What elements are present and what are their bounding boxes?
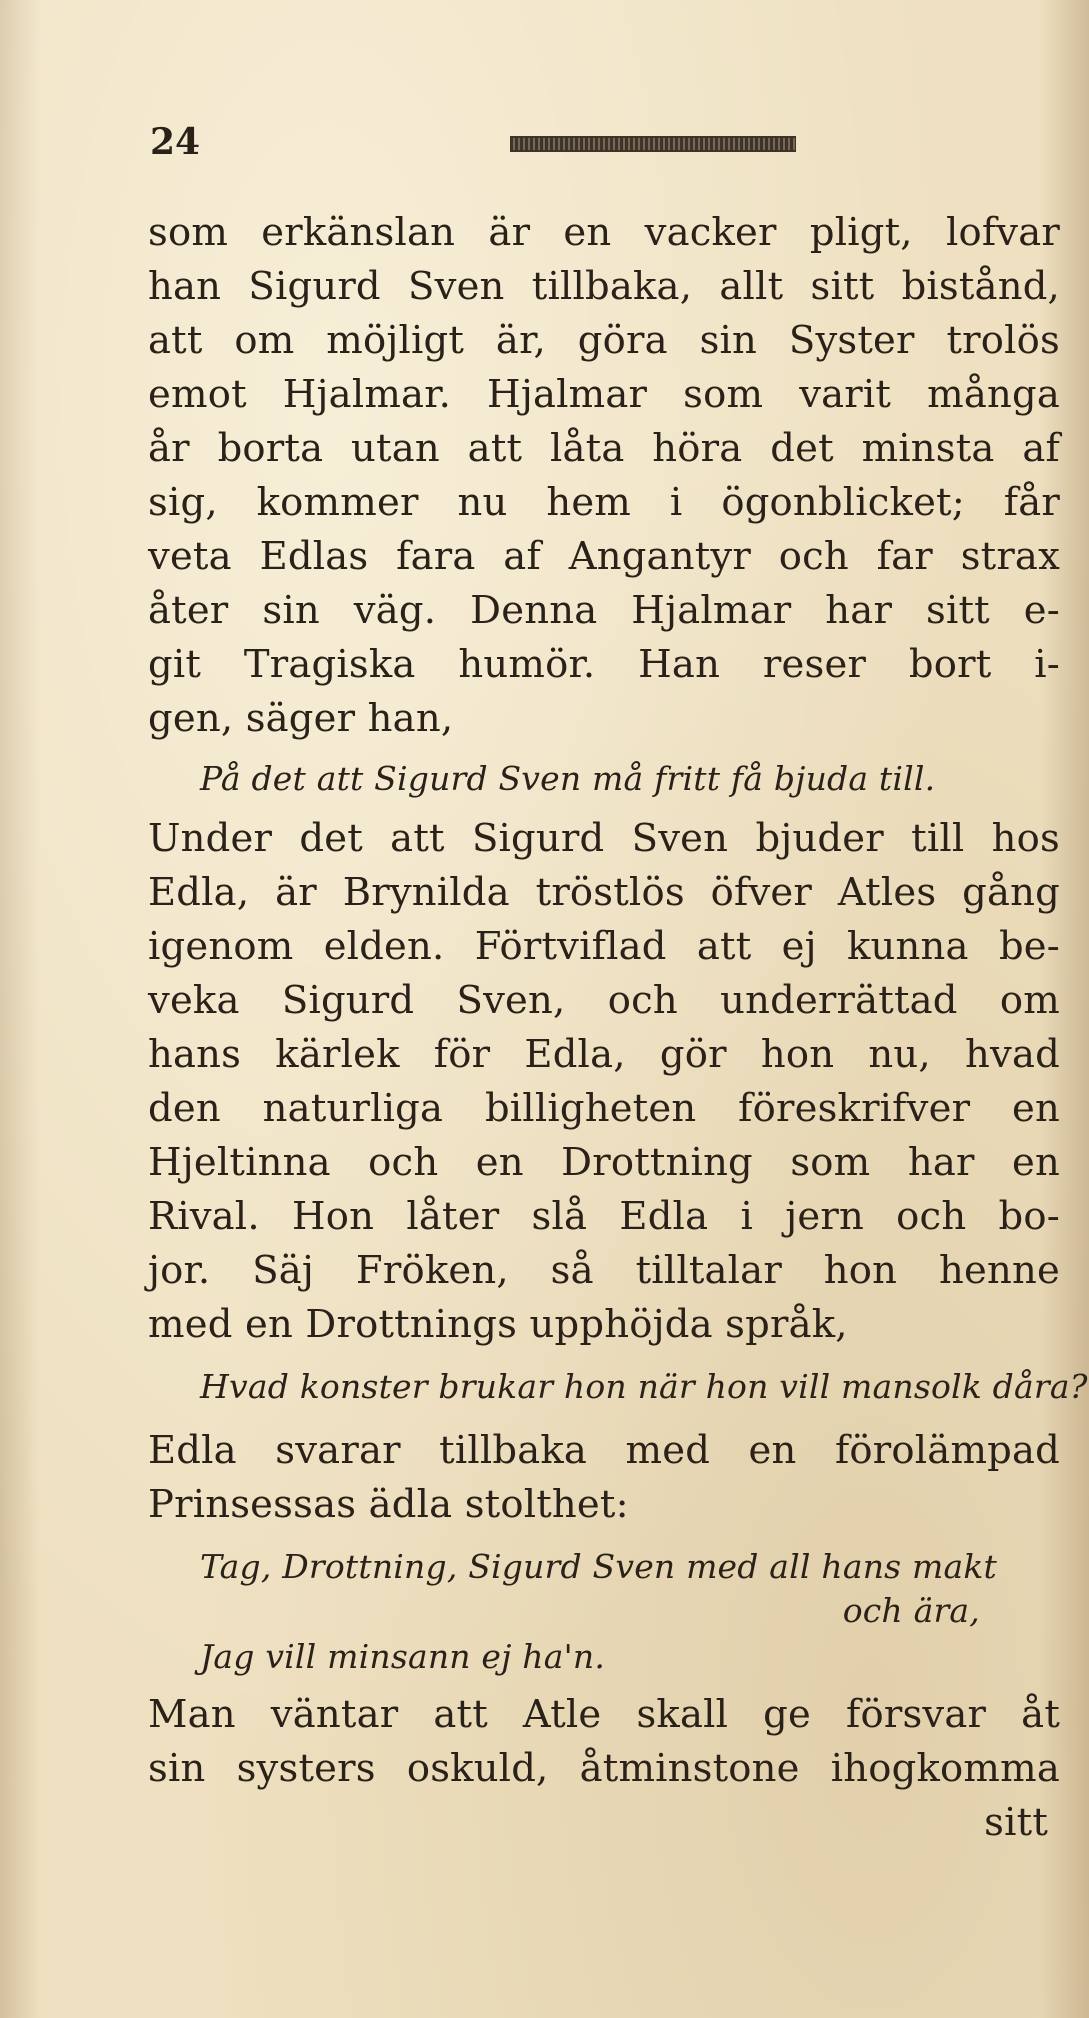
page-header [150,122,1000,162]
verse-line: Hvad konster brukar hon när hon vill mansolk dåra? [200,1367,1088,1406]
verse-line: Jag vill minsann ej ha'n. [200,1637,606,1676]
text-line: sig, kommer nu hem i ögonblicket; får [148,480,1060,525]
verse-line: Tag, Drottning, Sigurd Sven med all hans makt [200,1547,998,1586]
text-line: med en Drottnings upphöjda språk, [148,1302,848,1347]
text-line: den naturliga billigheten föreskrifver en [148,1086,1060,1131]
text-line: att om möjligt är, göra sin Syster trolös [148,318,1060,363]
text-line: Prinsessas ädla stolthet: [148,1482,629,1527]
text-line: hans kärlek för Edla, gör hon nu, hvad [148,1032,1060,1077]
text-line: veta Edlas fara af Angantyr och far strax [148,534,1060,579]
text-line: jor. Säj Fröken, så tilltalar hon henne [148,1248,1060,1293]
page-number: 24 [150,121,201,163]
text-line: Rival. Hon låter slå Edla i jern och bo- [148,1194,1060,1239]
text-line: år borta utan att låta höra det minsta af [148,426,1060,471]
text-line: Edla svarar tillbaka med en förolämpad [148,1428,1060,1473]
text-line: git Tragiska humör. Han reser bort i- [148,642,1060,687]
text-line: Under det att Sigurd Sven bjuder till hos [148,816,1060,861]
text-line: sin systers oskuld, åtminstone ihogkomma [148,1746,1060,1791]
text-line: gen, säger han, [148,696,454,741]
text-line: åter sin väg. Denna Hjalmar har sitt e- [148,588,1060,633]
text-line: veka Sigurd Sven, och underrättad om [148,978,1060,1023]
catchword: sitt [984,1800,1048,1845]
text-line: Man väntar att Atle skall ge försvar åt [148,1692,1060,1737]
text-line: Hjeltinna och en Drottning som har en [148,1140,1060,1185]
text-line: igenom elden. Förtviflad att ej kunna be- [148,924,1060,969]
text-line: Edla, är Brynilda tröstlös öfver Atles gång [148,870,1060,915]
text-line: som erkänslan är en vacker pligt, lofvar [148,210,1060,255]
text-line: emot Hjalmar. Hjalmar som varit många [148,372,1060,417]
verse-line: På det att Sigurd Sven må fritt få bjuda till. [200,759,936,798]
verse-line: och ära, [842,1591,980,1630]
header-ornament [510,136,796,152]
text-line: han Sigurd Sven tillbaka, allt sitt bistånd, [148,264,1060,309]
